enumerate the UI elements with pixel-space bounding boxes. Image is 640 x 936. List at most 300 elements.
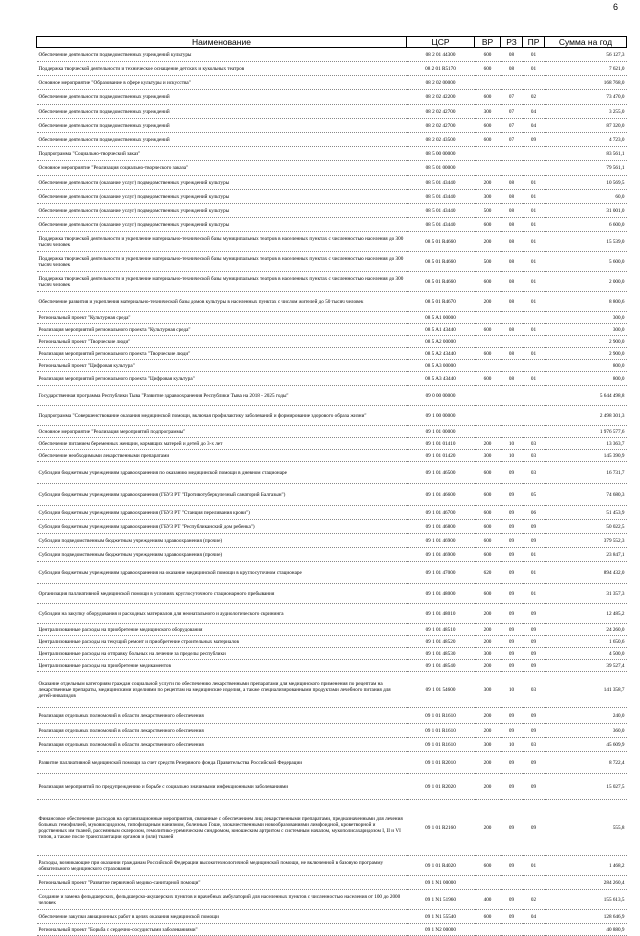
row-pr: 09 (523, 724, 545, 738)
row-pr: 01 (523, 272, 545, 292)
row-sum: 79 561,1 (545, 161, 627, 176)
row-csr: 08 5 A3 00000 (407, 360, 475, 372)
row-sum: 379 552,3 (545, 534, 627, 548)
row-sum: 2 000,0 (545, 272, 627, 292)
row-pr: 02 (523, 890, 545, 910)
table-row (37, 324, 627, 336)
row-name: Основное мероприятие "Образование в сфере культуры и искусства" (37, 76, 407, 90)
row-pr: 09 (523, 648, 545, 660)
row-csr: 08 5 01 R4660 (407, 232, 475, 252)
row-csr: 08 2 02 43500 (407, 133, 475, 147)
table-row (37, 252, 627, 272)
row-name: Реализация мероприятий регионального проекта "Культурная среда" (37, 324, 407, 336)
row-rz (501, 336, 523, 348)
row-sum: 894 432,0 (545, 562, 627, 584)
row-csr: 09 1 01 48520 (407, 636, 475, 648)
row-name: Централизованные расходы на отправку больных на лечение за пределы республики (37, 648, 407, 660)
row-csr: 08 2 02 42200 (407, 90, 475, 105)
row-sum: 5 600,0 (545, 252, 627, 272)
table-row (37, 190, 627, 204)
row-csr: 09 1 01 R2010 (407, 752, 475, 774)
table-row (37, 856, 627, 876)
table-row (37, 406, 627, 426)
row-rz: 09 (501, 856, 523, 876)
row-vr: 600 (475, 548, 501, 562)
row-sum: 240,0 (545, 708, 627, 724)
row-rz: 07 (501, 133, 523, 147)
row-pr: 01 (523, 292, 545, 312)
table-row (37, 76, 627, 90)
row-name: Субсидии на закупку оборудования и расходных материалов для неонатального и аудиологического скрининга (37, 604, 407, 624)
row-pr (523, 924, 545, 936)
row-pr: 06 (523, 506, 545, 520)
table-row (37, 48, 627, 62)
row-vr: 300 (475, 738, 501, 752)
row-rz: 08 (501, 324, 523, 336)
row-pr: 01 (523, 562, 545, 584)
row-vr: 400 (475, 890, 501, 910)
row-name: Обеспечение деятельности (оказание услуг) подведомственных учреждений культуры (37, 218, 407, 232)
row-csr: 09 1 01 R2020 (407, 774, 475, 800)
row-vr (475, 924, 501, 936)
row-rz (501, 147, 523, 161)
row-name: Оказание отдельным категориям граждан социальной услуги по обеспечению лекарственными препаратами для медицинского применения по рецептам на лекарственные препараты, медицинскими изделиями по рецептам на медицинские изделия, а также специализированными продуктами лечебного питания для детей-инвалидов (37, 672, 407, 708)
row-rz: 08 (501, 62, 523, 76)
row-sum: 8 800,6 (545, 292, 627, 312)
row-sum: 4 500,0 (545, 648, 627, 660)
row-csr: 08 5 01 43440 (407, 190, 475, 204)
row-sum: 1 468,2 (545, 856, 627, 876)
row-vr: 600 (475, 484, 501, 506)
table-row (37, 672, 627, 708)
table-row (37, 372, 627, 386)
row-pr: 04 (523, 105, 545, 119)
row-name: Поддержка творческой деятельности и укрепление материально-технической базы муниципальных театров в населенных пунктах с численностью населения до 300 тысяч человек (37, 232, 407, 252)
row-name: Подпрограмма "Социально-творческий заказ" (37, 147, 407, 161)
row-rz (501, 312, 523, 324)
table-row (37, 738, 627, 752)
row-name: Основное мероприятие "Реализация мероприятий подпрограммы" (37, 426, 407, 438)
row-sum: 87 320,0 (545, 119, 627, 133)
table-row (37, 648, 627, 660)
row-sum: 13 363,7 (545, 438, 627, 450)
row-rz: 09 (501, 604, 523, 624)
row-rz: 09 (501, 584, 523, 604)
table-row (37, 484, 627, 506)
row-vr (475, 336, 501, 348)
row-csr: 09 1 01 46500 (407, 462, 475, 484)
row-vr: 600 (475, 910, 501, 924)
row-rz: 09 (501, 534, 523, 548)
row-vr: 600 (475, 372, 501, 386)
row-pr: 01 (523, 548, 545, 562)
row-csr: 08 5 A2 00000 (407, 336, 475, 348)
row-rz: 08 (501, 348, 523, 360)
table-row (37, 584, 627, 604)
row-rz: 09 (501, 520, 523, 534)
row-sum: 10 569,5 (545, 176, 627, 190)
row-vr (475, 386, 501, 406)
row-csr: 08 2 01 44300 (407, 48, 475, 62)
row-csr: 09 1 N1 00000 (407, 876, 475, 890)
row-csr: 09 1 01 46900 (407, 534, 475, 548)
row-name: Региональный проект "Борьба с сердечно-сосудистыми заболеваниями" (37, 924, 407, 936)
table-row (37, 752, 627, 774)
header-csr: ЦСР (407, 37, 475, 48)
row-name: Субсидии бюджетным учреждениям здравоохранения на оказание медицинской помощи в круглосуточном стационаре (37, 562, 407, 584)
row-pr: 09 (523, 708, 545, 724)
row-pr: 03 (523, 450, 545, 462)
row-pr: 04 (523, 910, 545, 924)
row-csr: 09 1 01 48010 (407, 604, 475, 624)
row-vr: 600 (475, 534, 501, 548)
row-sum: 5 644 498,8 (545, 386, 627, 406)
row-rz: 08 (501, 372, 523, 386)
row-pr (523, 312, 545, 324)
row-csr: 08 5 01 R4660 (407, 272, 475, 292)
row-pr: 03 (523, 438, 545, 450)
table-row (37, 506, 627, 520)
row-name: Обеспечение деятельности (оказание услуг) подведомственных учреждений культуры (37, 190, 407, 204)
row-name: Обеспечение деятельности подведомственных учреждений (37, 119, 407, 133)
row-rz: 09 (501, 484, 523, 506)
table-row (37, 232, 627, 252)
row-csr: 09 1 N1 51960 (407, 890, 475, 910)
row-name: Обеспечение деятельности подведомственных учреждений (37, 105, 407, 119)
row-pr: 01 (523, 348, 545, 360)
header-rz: РЗ (501, 37, 523, 48)
row-pr: 03 (523, 672, 545, 708)
row-csr: 09 1 01 01420 (407, 450, 475, 462)
table-row (37, 105, 627, 119)
row-name: Обеспечение питанием беременных женщин, кормящих матерей и детей до 3-х лет (37, 438, 407, 450)
row-sum: 15 539,0 (545, 232, 627, 252)
row-sum: 45 609,9 (545, 738, 627, 752)
row-pr (523, 336, 545, 348)
row-name: Организация паллиативной медицинской помощи в условиях круглосуточного стационарного пребывания (37, 584, 407, 604)
row-sum: 1 650,6 (545, 636, 627, 648)
row-name: Обеспечение деятельности (оказание услуг) подведомственных учреждений культуры (37, 176, 407, 190)
row-pr: 01 (523, 190, 545, 204)
row-vr (475, 406, 501, 426)
row-vr (475, 426, 501, 438)
row-sum: 56 127,3 (545, 48, 627, 62)
row-name: Поддержка творческой деятельности и укрепление материально-технической базы муниципальных театров в населенных пунктах с численностью населения до 300 тысяч человек (37, 272, 407, 292)
row-vr: 300 (475, 450, 501, 462)
row-name: Централизованные расходы на приобретение медицинского оборудования (37, 624, 407, 636)
row-sum: 800,0 (545, 372, 627, 386)
row-csr: 09 1 N2 00000 (407, 924, 475, 936)
row-pr: 01 (523, 584, 545, 604)
table-row (37, 119, 627, 133)
row-sum: 2 498 301,3 (545, 406, 627, 426)
table-row (37, 176, 627, 190)
row-rz: 08 (501, 292, 523, 312)
row-sum: 7 621,0 (545, 62, 627, 76)
row-csr: 08 5 01 R4670 (407, 292, 475, 312)
header-sum: Сумма на год (545, 37, 627, 48)
row-csr: 08 5 00 00000 (407, 147, 475, 161)
table-row (37, 520, 627, 534)
row-vr: 600 (475, 856, 501, 876)
table-row (37, 708, 627, 724)
row-vr: 600 (475, 62, 501, 76)
table-row (37, 910, 627, 924)
row-sum: 73 470,0 (545, 90, 627, 105)
row-rz: 09 (501, 708, 523, 724)
row-sum: 2 900,0 (545, 336, 627, 348)
row-pr: 09 (523, 660, 545, 672)
row-pr: 01 (523, 856, 545, 876)
row-csr: 09 1 01 R1610 (407, 738, 475, 752)
row-csr: 09 1 01 48530 (407, 648, 475, 660)
row-pr (523, 876, 545, 890)
row-csr: 08 5 A1 43440 (407, 324, 475, 336)
row-pr: 01 (523, 372, 545, 386)
row-sum: 284 260,4 (545, 876, 627, 890)
row-vr: 300 (475, 672, 501, 708)
row-csr: 09 1 01 54600 (407, 672, 475, 708)
table-body (37, 48, 627, 936)
row-pr (523, 147, 545, 161)
row-rz (501, 406, 523, 426)
row-rz: 09 (501, 724, 523, 738)
row-name: Обеспечение деятельности (оказание услуг) подведомственных учреждений культуры (37, 204, 407, 218)
row-vr (475, 161, 501, 176)
row-vr: 600 (475, 119, 501, 133)
row-sum: 6 600,0 (545, 218, 627, 232)
row-pr: 01 (523, 252, 545, 272)
row-sum: 3 255,0 (545, 105, 627, 119)
row-sum: 1 976 577,6 (545, 426, 627, 438)
row-rz (501, 161, 523, 176)
row-vr (475, 876, 501, 890)
row-name: Реализация мероприятий регионального проекта "Цифровая культура" (37, 372, 407, 386)
row-sum: 83 561,1 (545, 147, 627, 161)
row-vr (475, 360, 501, 372)
row-vr: 600 (475, 506, 501, 520)
row-vr: 500 (475, 252, 501, 272)
row-rz (501, 386, 523, 406)
row-rz: 08 (501, 218, 523, 232)
row-rz: 08 (501, 252, 523, 272)
table-row (37, 218, 627, 232)
row-rz: 08 (501, 232, 523, 252)
row-pr: 09 (523, 520, 545, 534)
row-vr: 200 (475, 604, 501, 624)
row-name: Обеспечение развития и укрепления материально-технической базы домов культуры в населенных пунктах с числом жителей до 50 тысяч человек (37, 292, 407, 312)
row-csr: 09 1 01 47000 (407, 562, 475, 584)
row-sum: 555,8 (545, 800, 627, 856)
row-sum: 360,0 (545, 724, 627, 738)
row-pr: 04 (523, 119, 545, 133)
row-vr: 600 (475, 324, 501, 336)
row-csr: 09 1 01 46900 (407, 548, 475, 562)
table-row (37, 147, 627, 161)
row-name: Централизованные расходы на текущий ремонт и приобретение строительных материалов (37, 636, 407, 648)
row-rz: 08 (501, 204, 523, 218)
table-row (37, 636, 627, 648)
row-rz: 09 (501, 800, 523, 856)
row-pr (523, 360, 545, 372)
row-csr: 09 1 01 48510 (407, 624, 475, 636)
row-vr: 200 (475, 624, 501, 636)
row-vr: 300 (475, 190, 501, 204)
row-name: Поддержка творческой деятельности и техническое оснащение детских и кукольных театров (37, 62, 407, 76)
row-pr (523, 386, 545, 406)
row-csr: 08 5 01 43440 (407, 218, 475, 232)
row-vr (475, 312, 501, 324)
row-sum: 4 723,0 (545, 133, 627, 147)
row-pr: 05 (523, 484, 545, 506)
row-vr: 600 (475, 272, 501, 292)
row-vr: 600 (475, 462, 501, 484)
row-rz (501, 426, 523, 438)
row-sum: 155 613,5 (545, 890, 627, 910)
row-rz: 09 (501, 648, 523, 660)
table-row (37, 348, 627, 360)
row-csr: 09 1 01 R1610 (407, 724, 475, 738)
row-pr (523, 76, 545, 90)
row-vr: 200 (475, 752, 501, 774)
row-name: Финансовое обеспечение расходов на организационные мероприятия, связанные с обеспечением лиц лекарственными препаратами, предназначенными для лечения больных гемофилией, муковисцидозом, гипофизарным нанизмом, болезнью Гоше, злокачественными новообразованиями лимфоидной, кроветворной и родственных им тканей, рассеянным склерозом, гемолитико-уремическим синдромом, юношеским артритом с системным началом, мукополисахаридозом I, II и VI типов, а также после трансплантации органов и (или) тканей (37, 800, 407, 856)
row-rz: 08 (501, 272, 523, 292)
row-vr: 600 (475, 218, 501, 232)
row-rz: 10 (501, 738, 523, 752)
row-pr: 09 (523, 534, 545, 548)
row-csr: 09 0 00 00000 (407, 386, 475, 406)
table-row (37, 800, 627, 856)
row-sum: 24 260,0 (545, 624, 627, 636)
row-name: Реализация мероприятий регионального проекта "Творческие люди" (37, 348, 407, 360)
row-sum: 800,0 (545, 360, 627, 372)
row-csr: 08 5 01 43440 (407, 176, 475, 190)
table-row (37, 360, 627, 372)
row-name: Основное мероприятие "Реализация социально-творческого заказа" (37, 161, 407, 176)
row-rz: 09 (501, 752, 523, 774)
row-csr: 09 1 01 46800 (407, 520, 475, 534)
table-row (37, 774, 627, 800)
table-row (37, 312, 627, 324)
row-name: Региональный проект "Творческие люди" (37, 336, 407, 348)
row-pr: 01 (523, 232, 545, 252)
table-row (37, 450, 627, 462)
row-name: Региональный проект "Цифровая культура" (37, 360, 407, 372)
row-name: Реализация отдельных полномочий в области лекарственного обеспечения (37, 724, 407, 738)
row-sum: 60,0 (545, 190, 627, 204)
row-csr: 08 2 02 42700 (407, 119, 475, 133)
row-pr: 09 (523, 604, 545, 624)
table-row (37, 438, 627, 450)
row-vr: 500 (475, 204, 501, 218)
row-pr: 09 (523, 636, 545, 648)
table-row (37, 161, 627, 176)
row-vr: 200 (475, 774, 501, 800)
row-name: Развитие паллиативной медицинской помощи за счет средств Резервного фонда Правительства Российской Федерации (37, 752, 407, 774)
row-pr (523, 161, 545, 176)
row-csr: 08 2 02 42700 (407, 105, 475, 119)
row-csr: 09 1 01 48000 (407, 584, 475, 604)
row-sum: 128 646,9 (545, 910, 627, 924)
table-row (37, 386, 627, 406)
row-pr: 03 (523, 738, 545, 752)
row-csr: 08 2 01 R5170 (407, 62, 475, 76)
row-name: Подпрограмма "Совершенствование оказания медицинской помощи, включая профилактику заболеваний и формирование здорового образа жизни" (37, 406, 407, 426)
row-csr: 08 5 A1 00000 (407, 312, 475, 324)
row-rz: 09 (501, 506, 523, 520)
row-name: Субсидии подведомственным бюджетным учреждениям здравоохранения (прочие) (37, 548, 407, 562)
row-vr: 600 (475, 90, 501, 105)
row-name: Обеспечение закупки авиационных работ в целях оказания медицинской помощи (37, 910, 407, 924)
row-rz: 10 (501, 438, 523, 450)
row-pr: 03 (523, 462, 545, 484)
row-sum: 40 880,9 (545, 924, 627, 936)
row-vr: 200 (475, 292, 501, 312)
row-rz (501, 924, 523, 936)
row-csr: 08 5 01 43440 (407, 204, 475, 218)
row-rz: 10 (501, 672, 523, 708)
row-pr (523, 406, 545, 426)
row-sum: 51 453,9 (545, 506, 627, 520)
row-pr: 01 (523, 48, 545, 62)
row-csr: 08 5 01 R4660 (407, 252, 475, 272)
row-vr: 200 (475, 636, 501, 648)
row-pr: 09 (523, 624, 545, 636)
row-pr: 09 (523, 133, 545, 147)
row-name: Региональный проект "Развитие первичной медико-санитарной помощи" (37, 876, 407, 890)
row-pr: 01 (523, 324, 545, 336)
row-name: Реализация мероприятий по предупреждению и борьбе с социально значимыми инфекционными заболеваниями (37, 774, 407, 800)
row-pr: 09 (523, 800, 545, 856)
row-vr: 300 (475, 648, 501, 660)
row-csr: 08 5 A2 43440 (407, 348, 475, 360)
row-vr: 600 (475, 584, 501, 604)
table-row (37, 426, 627, 438)
row-vr: 200 (475, 708, 501, 724)
row-name: Расходы, возникающие при оказании гражданам Российской Федерации высокотехнологичной медицинской помощи, не включенной в базовую программу обязательного медицинского страхования (37, 856, 407, 876)
table-row (37, 292, 627, 312)
row-csr: 09 1 01 46700 (407, 506, 475, 520)
row-vr: 200 (475, 232, 501, 252)
row-name: Создание и замена фельдшерских, фельдшерско-акушерских пунктов и врачебных амбулаторий для населенных пунктов с численностью населения от 100 до 2000 человек (37, 890, 407, 910)
row-sum: 23 847,1 (545, 548, 627, 562)
row-rz: 10 (501, 450, 523, 462)
row-name: Реализация отдельных полномочий в области лекарственного обеспечения (37, 708, 407, 724)
row-pr: 09 (523, 752, 545, 774)
row-csr: 09 1 N1 55540 (407, 910, 475, 924)
row-pr (523, 426, 545, 438)
row-csr: 09 1 01 00000 (407, 426, 475, 438)
row-rz: 09 (501, 636, 523, 648)
table-header (37, 37, 627, 48)
row-rz (501, 876, 523, 890)
row-sum: 2 900,0 (545, 348, 627, 360)
table-row (37, 272, 627, 292)
row-pr: 01 (523, 176, 545, 190)
table-row (37, 336, 627, 348)
row-name: Централизованные расходы на приобретение медикаментов (37, 660, 407, 672)
row-name: Субсидии бюджетным учреждениям здравоохранения (ГБУЗ РТ "Республиканский дом ребенка") (37, 520, 407, 534)
row-sum: 168 768,0 (545, 76, 627, 90)
row-sum: 300,0 (545, 312, 627, 324)
table-row (37, 924, 627, 936)
row-rz: 09 (501, 910, 523, 924)
table-row (37, 890, 627, 910)
row-rz (501, 360, 523, 372)
row-pr: 09 (523, 774, 545, 800)
row-sum: 300,0 (545, 324, 627, 336)
row-rz: 09 (501, 890, 523, 910)
